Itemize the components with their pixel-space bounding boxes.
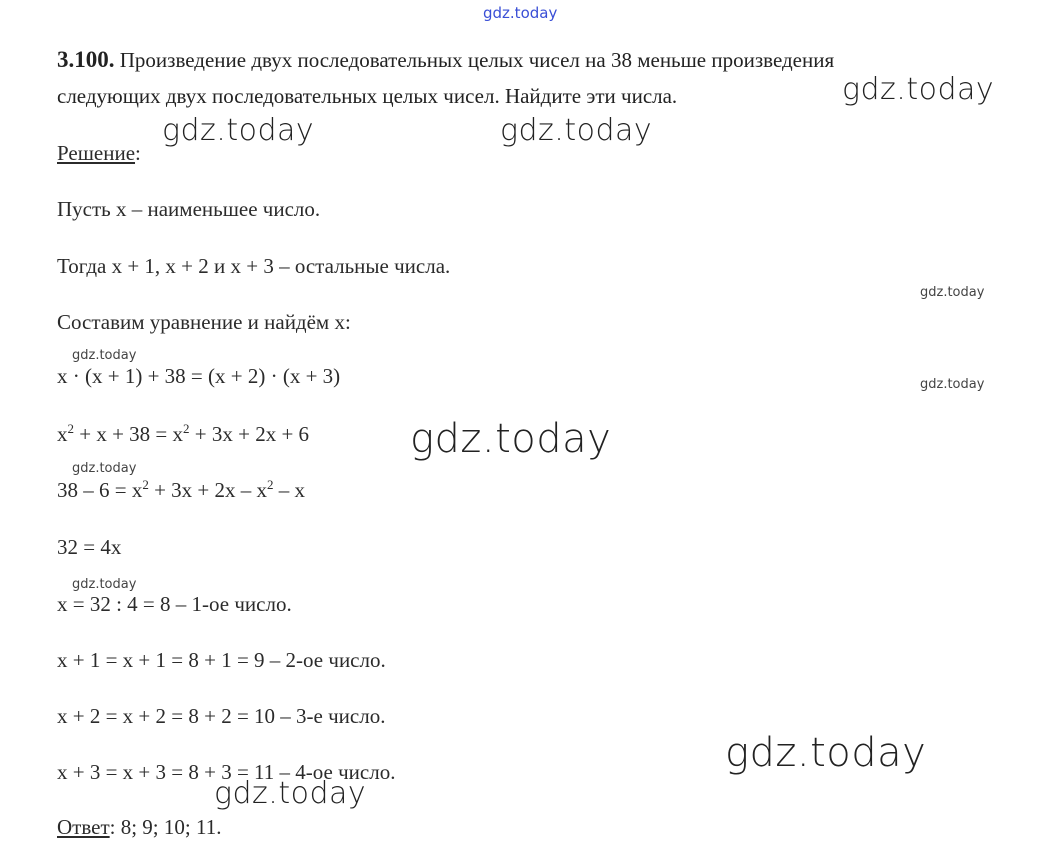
equation-part: + 3x + 2x + 6 <box>189 422 310 446</box>
watermark-small: gdz.today <box>72 461 137 476</box>
solution-heading-colon: : <box>135 141 141 165</box>
equation-part: – x <box>273 478 306 502</box>
watermark-big: gdz.today <box>500 113 653 148</box>
answer-value: : 8; 9; 10; 11. <box>109 815 222 839</box>
problem-statement <box>57 41 834 79</box>
watermark-small: gdz.today <box>920 377 985 392</box>
watermark-top: gdz.today <box>483 4 558 22</box>
watermark-big: gdz.today <box>410 416 612 462</box>
equation-part: + 3x + 2x – x <box>148 478 268 502</box>
equation-line: x = 32 : 4 = 8 – 1-ое число. <box>57 592 292 616</box>
solution-line: Пусть x – наименьшее число. <box>57 197 321 221</box>
solution-heading <box>57 141 141 166</box>
solution-line: Тогда x + 1, x + 2 и x + 3 – остальные числа. <box>57 254 451 278</box>
equation-part: 38 – 6 = x <box>57 478 143 502</box>
watermark-big: gdz.today <box>725 730 927 776</box>
solution-line: Составим уравнение и найдём x: <box>57 310 351 334</box>
watermark-big: gdz.today <box>842 72 995 107</box>
solution-heading-text: Решение <box>57 141 136 165</box>
problem-text-line2: следующих двух последовательных целых чисел. Найдите эти числа. <box>57 84 678 108</box>
watermark-small: gdz.today <box>72 348 137 363</box>
problem-text-line1: Произведение двух последовательных целых чисел на 38 меньше произведения <box>119 48 835 72</box>
problem-number: 3.100. <box>57 47 115 72</box>
equation-line: 32 = 4x <box>57 535 122 559</box>
equation-line <box>57 422 309 447</box>
equation-line: x + 1 = x + 1 = 8 + 1 = 9 – 2-ое число. <box>57 648 386 672</box>
equation-exponent: 2 <box>183 421 190 436</box>
answer-label: Ответ <box>57 815 110 839</box>
watermark-small: gdz.today <box>920 285 985 300</box>
equation-exponent: 2 <box>142 477 149 492</box>
equation-line <box>57 478 305 503</box>
equation-line: x + 3 = x + 3 = 8 + 3 = 11 – 4-ое число. <box>57 760 396 784</box>
equation-line: x + 2 = x + 2 = 8 + 2 = 10 – 3-е число. <box>57 704 386 728</box>
equation-exponent: 2 <box>67 421 74 436</box>
equation-line: x · (x + 1) + 38 = (x + 2) · (x + 3) <box>57 364 341 388</box>
watermark-big: gdz.today <box>162 113 315 148</box>
answer-line <box>57 815 221 840</box>
watermark-big: gdz.today <box>214 776 367 811</box>
watermark-small: gdz.today <box>72 577 137 592</box>
equation-part: + x + 38 = x <box>74 422 184 446</box>
problem-statement-line2 <box>57 78 677 115</box>
equation-exponent: 2 <box>267 477 274 492</box>
equation-part: x <box>57 422 68 446</box>
